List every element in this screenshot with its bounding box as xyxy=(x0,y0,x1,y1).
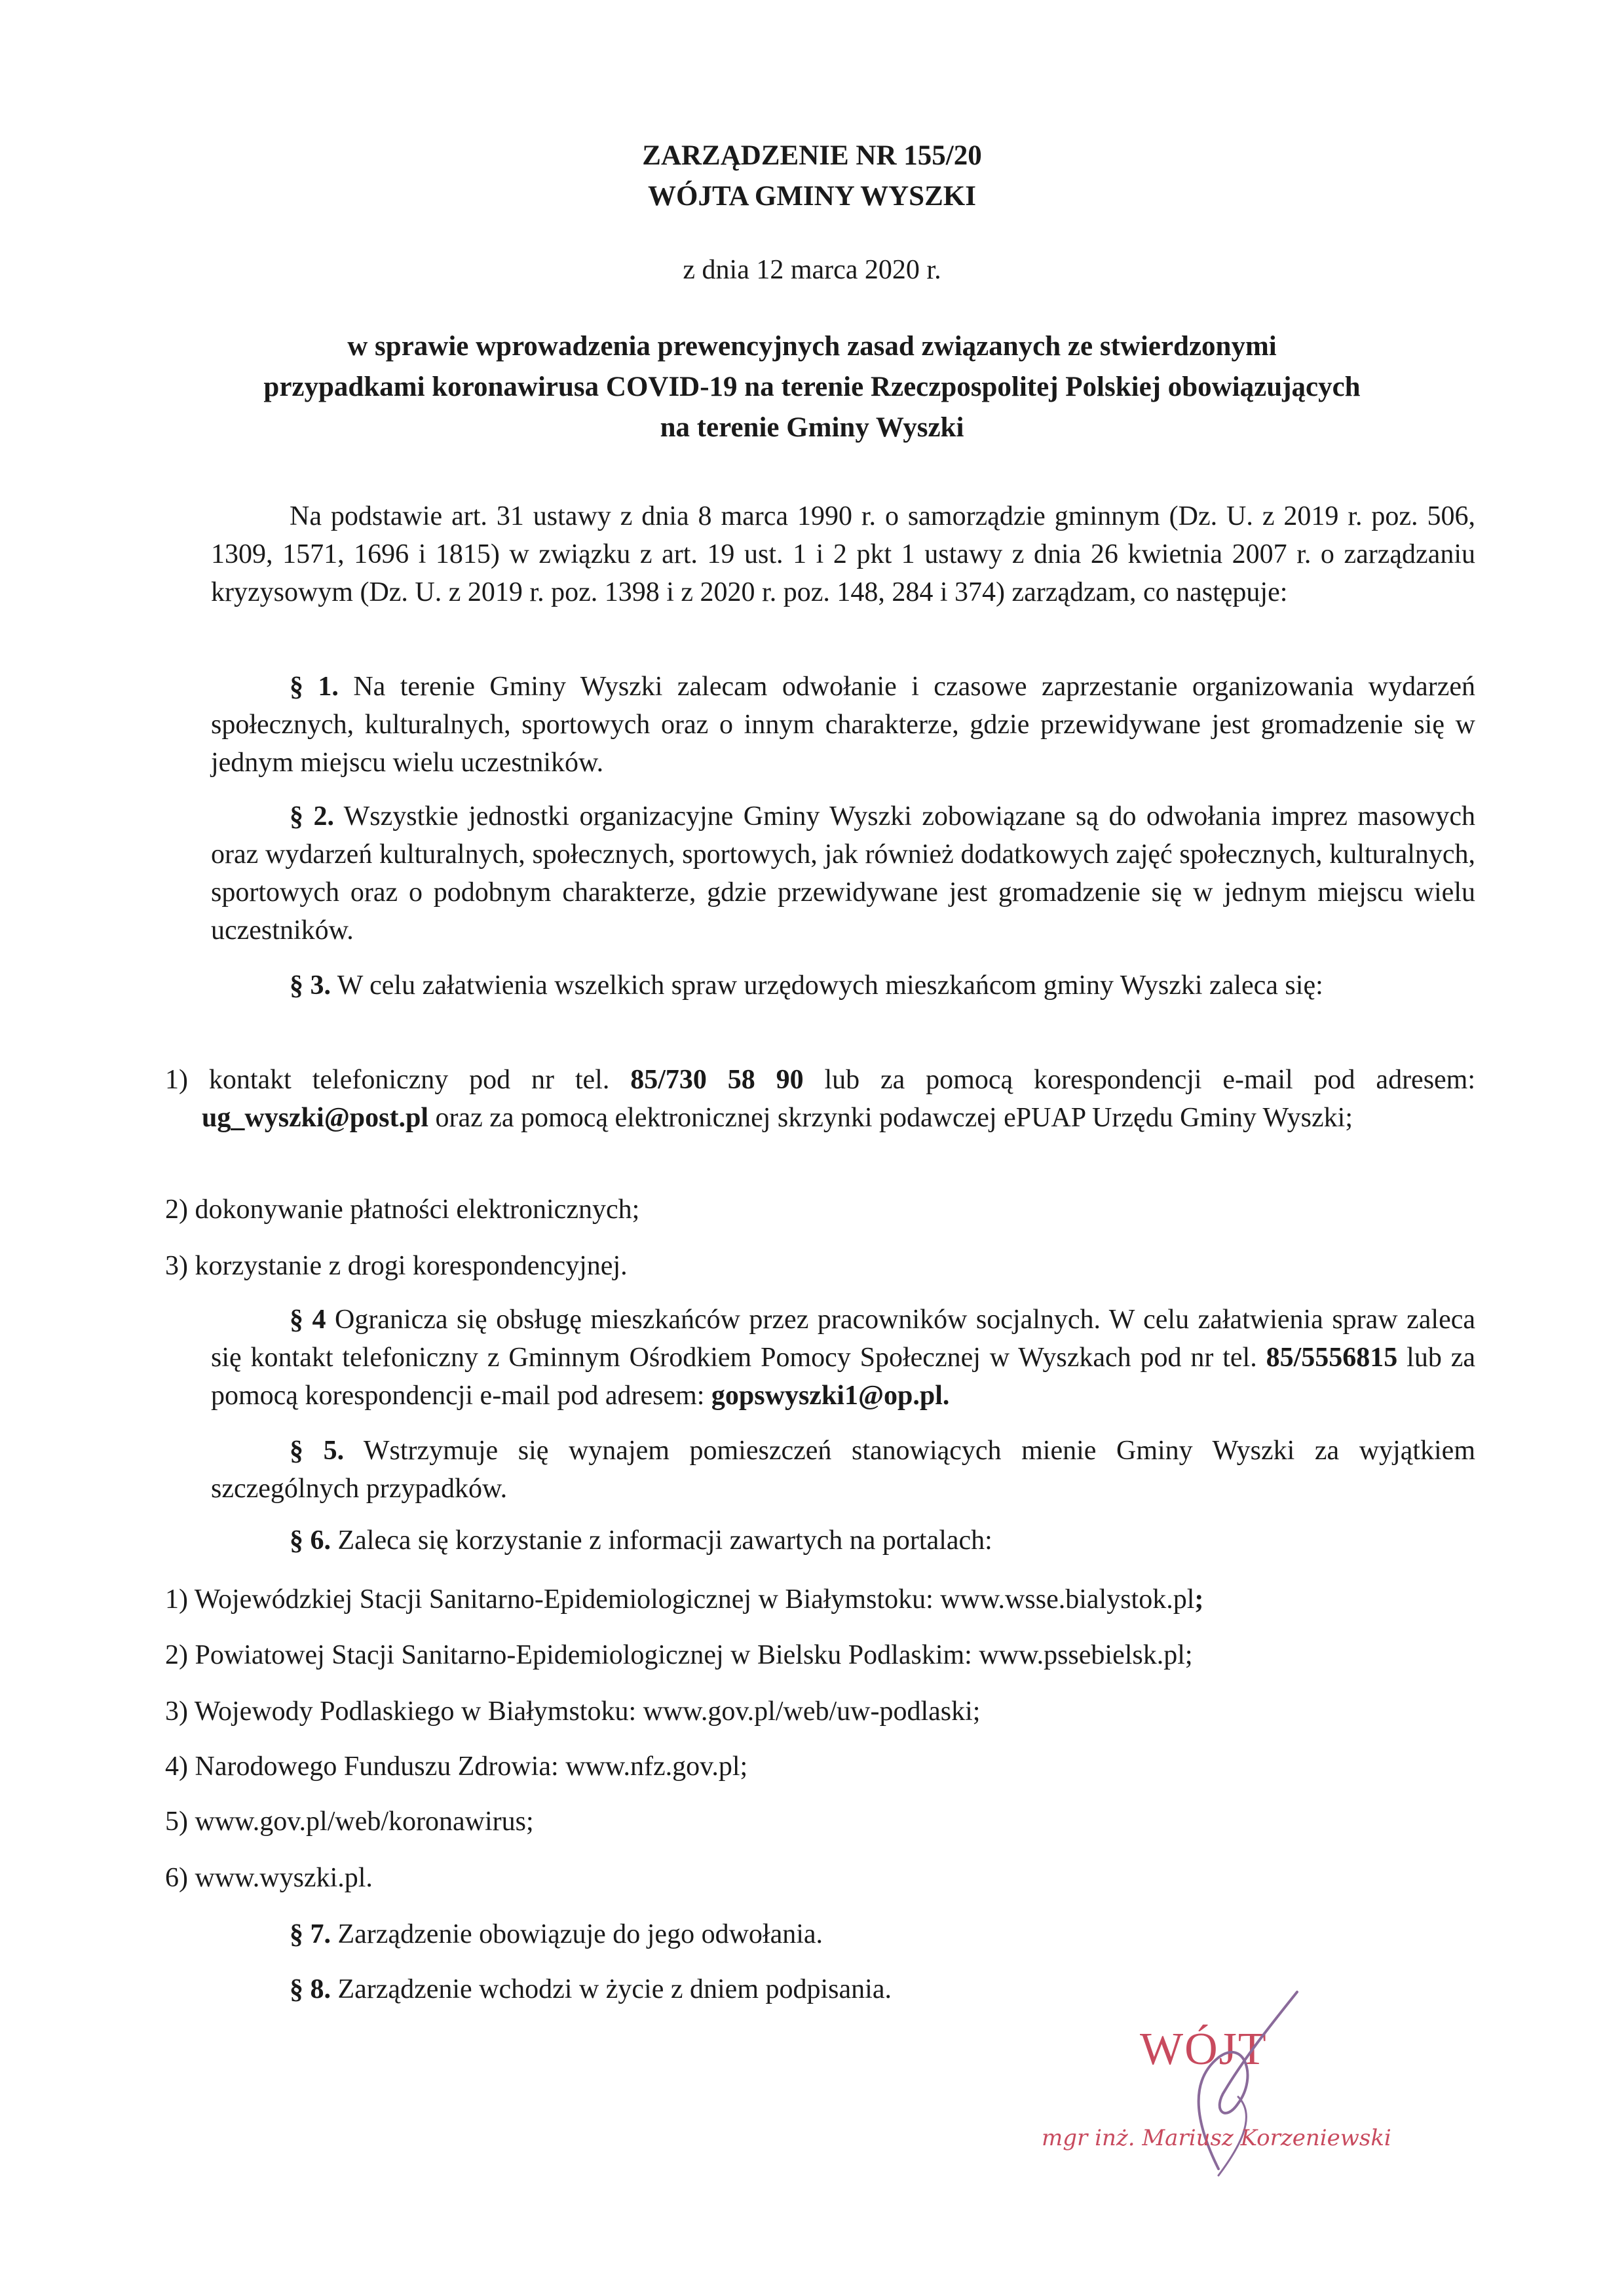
portal-item-1 xyxy=(165,1581,1475,1619)
item-number: 1) xyxy=(165,1065,188,1095)
subject-line-3: na terenie Gminy Wyszki xyxy=(660,412,964,443)
paragraph-1-text: Na terenie Gminy Wyszki zalecam odwołanie i czasowe zaprzestanie organizowania wydarzeń społecznych, kulturalnych, sportowych oraz o innym charakterze, gdzie przewidywane jest gromadzenie się w jednym miejscu wielu uczestników. xyxy=(211,672,1476,778)
legal-basis-paragraph: Na podstawie art. 31 ustawy z dnia 8 marca 1990 r. o samorządzie gminnym (Dz. U. z 2019 r. poz. 506, 1309, 1571, 1696 i 1815) w związku z art. 19 ust. 1 i 2 pkt 1 ustawy z dnia 26 kwietnia 2007 r. o zarządzaniu kryzysowym (Dz. U. z 2019 r. poz. 1398 i z 2020 r. poz. 148, 284 i 374) zarządzam, co następuje: xyxy=(211,501,1475,607)
item-1-text-b: lub za pomocą korespondencji e-mail pod adresem: xyxy=(803,1065,1476,1095)
portal-item-2: 2) Powiatowej Stacji Sanitarno-Epidemiologicznej w Bielsku Podlaskim: www.pssebielsk.pl; xyxy=(165,1640,1193,1670)
document-date: z dnia 12 marca 2020 r. xyxy=(683,255,941,285)
paragraph-8-label: § 8. xyxy=(290,1974,331,2004)
paragraph-4 xyxy=(211,1301,1475,1415)
item-1-text-c: oraz za pomocą elektronicznej skrzynki podawczej ePUAP Urzędu Gminy Wyszki; xyxy=(428,1102,1353,1133)
subject-line-2: przypadkami koronawirusa COVID-19 na terenie Rzeczpospolitej Polskiej obowiązujących xyxy=(263,372,1361,402)
document-title xyxy=(0,136,1624,217)
paragraph-6 xyxy=(211,1522,1475,1560)
paragraph-3-item-3: 3) korzystanie z drogi korespondencyjnej. xyxy=(165,1251,628,1281)
paragraph-3 xyxy=(211,967,1475,1005)
portal-item-1-text: 1) Wojewódzkiej Stacji Sanitarno-Epidemiologicznej w Białymstoku: www.wsse.bialystok.pl xyxy=(165,1584,1195,1615)
paragraph-6-text: Zaleca się korzystanie z informacji zawartych na portalach: xyxy=(331,1525,992,1556)
paragraph-1-label: § 1. xyxy=(290,672,339,702)
paragraph-5 xyxy=(211,1432,1475,1508)
item-1-text-a: kontakt telefoniczny pod nr tel. xyxy=(208,1065,631,1095)
gops-email-address: gopswyszki1@op.pl. xyxy=(711,1380,950,1411)
portal-item-5: 5) www.gov.pl/web/koronawirus; xyxy=(165,1807,534,1837)
title-line-2: WÓJTA GMINY WYSZKI xyxy=(648,181,976,212)
paragraph-4-text-a: Ogranicza się obsługę mieszkańców przez pracowników socjalnych. W celu załatwienia spraw zaleca się kontakt telefoniczny z Gminnym Ośrodkiem Pomocy Społecznej w Wyszkach pod nr tel. xyxy=(211,1305,1475,1373)
paragraph-2-label: § 2. xyxy=(290,801,334,832)
paragraph-7-text: Zarządzenie obowiązuje do jego odwołania. xyxy=(331,1919,823,1949)
paragraph-3-label: § 3. xyxy=(290,970,331,1001)
paragraph-2-text: Wszystkie jednostki organizacyjne Gminy Wyszki zobowiązane są do odwołania imprez masowych oraz wydarzeń kulturalnych, społecznych, sportowych, jak również dodatkowych zajęć społecznych, kulturalnych, sportowych oraz o podobnym charakterze, gdzie przewidywane jest gromadzenie się w jednym miejscu wielu uczestników. xyxy=(211,801,1476,946)
paragraph-5-text: Wstrzymuje się wynajem pomieszczeń stanowiących mienie Gminy Wyszki za wyjątkiem szczególnych przypadków. xyxy=(211,1436,1475,1504)
paragraph-2 xyxy=(211,798,1475,950)
signature-stamp-title: WÓJT xyxy=(1140,2024,1268,2075)
paragraph-5-label: § 5. xyxy=(290,1436,345,1466)
document-subject xyxy=(0,326,1624,448)
subject-line-1: w sprawie wprowadzenia prewencyjnych zasad związanych ze stwierdzonymi xyxy=(347,331,1277,362)
portal-item-6: 6) www.wyszki.pl. xyxy=(165,1863,373,1893)
portal-item-4: 4) Narodowego Funduszu Zdrowia: www.nfz.gov.pl; xyxy=(165,1751,748,1782)
paragraph-8-text: Zarządzenie wchodzi w życie z dniem podpisania. xyxy=(331,1974,892,2004)
paragraph-7 xyxy=(211,1916,1475,1954)
signatory-name: mgr inż. Mariusz Korzeniewski xyxy=(1042,2125,1391,2151)
portal-item-1-punct: ; xyxy=(1194,1584,1204,1615)
paragraph-4-text-b: lub za pomocą korespondencji e-mail pod adresem: xyxy=(211,1342,1475,1411)
portal-item-3: 3) Wojewody Podlaskiego w Białymstoku: www.gov.pl/web/uw-podlaski; xyxy=(165,1696,981,1727)
signature-block xyxy=(1022,1979,1415,2189)
paragraph-3-item-2: 2) dokonywanie płatności elektronicznych; xyxy=(165,1195,640,1225)
paragraph-3-item-1 xyxy=(165,1062,1475,1138)
paragraph-6-label: § 6. xyxy=(290,1525,331,1556)
title-line-1: ZARZĄDZENIE NR 155/20 xyxy=(642,140,982,171)
paragraph-1 xyxy=(211,668,1475,782)
paragraph-3-text: W celu załatwienia wszelkich spraw urzędowych mieszkańcom gminy Wyszki zaleca się: xyxy=(331,970,1323,1001)
gops-phone-number: 85/5556815 xyxy=(1266,1342,1398,1373)
paragraph-4-label: § 4 xyxy=(290,1305,326,1335)
email-address: ug_wyszki@post.pl xyxy=(202,1102,428,1133)
phone-number: 85/730 58 90 xyxy=(630,1065,804,1095)
paragraph-7-label: § 7. xyxy=(290,1919,331,1949)
handwritten-signature-icon xyxy=(1022,1979,1415,2189)
